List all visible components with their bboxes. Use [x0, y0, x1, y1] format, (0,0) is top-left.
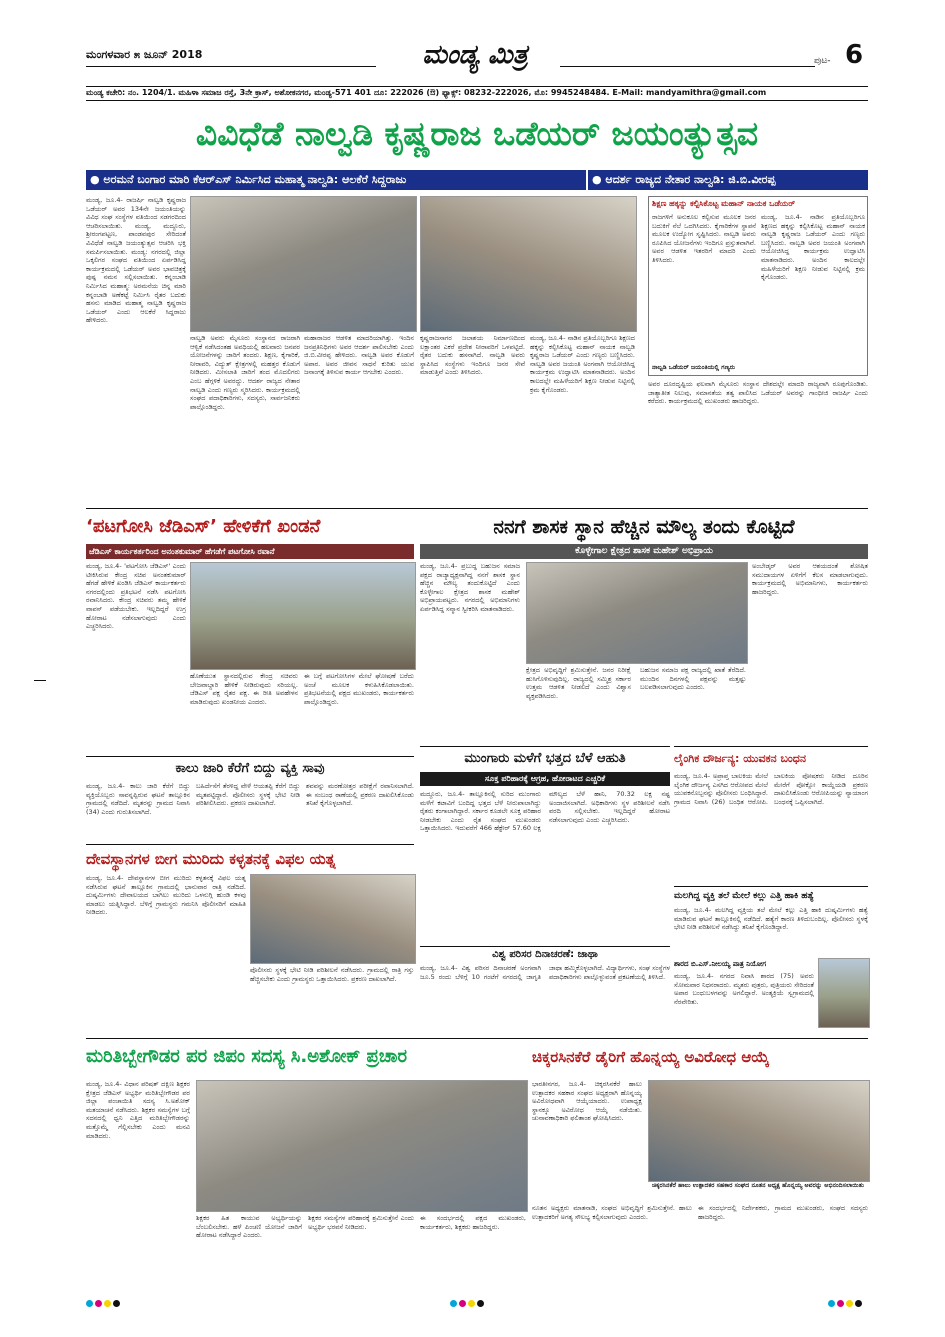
story3-text-d: ಅಂಬೇಡ್ಕರ್ ಅವರ ಆಶಯದಂತೆ ಶೋಷಿತ ಸಮುದಾಯಗಳ ಏಳಿಗೆಗೆ ಕೆಲಸ ಮಾಡಲಾಗುವುದು. ಕಾರ್ಯಕ್ರಮದಲ್ಲಿ ಅಭಿಮಾನಿಗಳು, ಕಾರ್ಯಕರ್ತರು ಹಾಜರಿದ್ದರು. — [752, 562, 868, 596]
lead-sidebar — [648, 196, 868, 376]
header-rule-left — [86, 66, 376, 67]
story5-text-b: ಪೊಲೀಸರು ಸ್ಥಳಕ್ಕೆ ಭೇಟಿ ನೀಡಿ ಪರಿಶೀಲನೆ ನಡೆಸಿದರು. ಗ್ರಾಮದಲ್ಲಿ ರಾತ್ರಿ ಗಸ್ತು ಹೆಚ್ಚಿಸಬೇಕು ಎಂದು ಗ್ರಾಮಸ್ಥರು ಒತ್ತಾಯಿಸಿದರು. ಪ್ರಕರಣ ದಾಖಲಾಗಿದೆ. — [250, 966, 414, 983]
magenta-dot-icon — [459, 1300, 466, 1307]
cyan-dot-icon — [450, 1300, 457, 1307]
story9-text-d: ಈ ಸಂದರ್ಭದಲ್ಲಿ ಪಕ್ಷದ ಮುಖಂಡರು, ಕಾರ್ಯಕರ್ತರು, ಶಿಕ್ಷಕರು ಹಾಜರಿದ್ದರು. — [420, 1214, 526, 1231]
lead-col6-text: ರಾಜಗಳಿಗೆ ಅನುಕೂಲ ಕಲ್ಪಿಸುವ ಮೂಲಕ ಜನರ ಬದುಕಿಗೆ ನೆಲೆ ಒದಗಿಸಿದರು. ಕೈಗಾರಿಕೆಗಳ ಸ್ಥಾಪನೆ ಮೂಲಕ ಉದ್ಯೋಗ ಸೃಷ್ಟಿಸಿದರು. ನಾಲ್ವಡಿ ಅವರು ರೂಪಿಸಿದ ಯೋಜನೆಗಳು ಇಂದಿಗೂ ಪ್ರಸ್ತುತವಾಗಿವೆ. ಅವರ ಆಡಳಿತ ಇತರರಿಗೆ ಮಾದರಿ ಎಂದು ತಿಳಿಸಿದರು. — [652, 213, 756, 264]
story6-sub-text: ಮಂಡ್ಯ, ಜೂ.4- ವಿಶ್ವ ಪರಿಸರ ದಿನಾಚರಣೆ ಅಂಗವಾಗಿ ಜೂ.5 ರಂದು ಬೆಳಿಗ್ಗೆ 10 ಗಂಟೆಗೆ ನಗರದಲ್ಲಿ ಜಾಗೃತಿ ಜಾಥಾ ಹಮ್ಮಿಕೊಳ್ಳಲಾಗಿದೆ. ವಿದ್ಯಾರ್ಥಿಗಳು, ಸಂಘ ಸಂಸ್ಥೆಗಳ ಪದಾಧಿಕಾರಿಗಳು ಪಾಲ್ಗೊಳ್ಳುವಂತೆ ಪ್ರಕಟಣೆಯಲ್ಲಿ ತಿಳಿಸಿದೆ. — [420, 964, 670, 981]
story4-text-b: ಬಹಿರ್ದೆಸೆಗೆ ತೆರಳಿದ್ದ ವೇಳೆ ಆಯತಪ್ಪಿ ಕೆರೆಗೆ ಬಿದ್ದು ಮೃತಪಟ್ಟಿದ್ದಾರೆ. ಪೊಲೀಸರು ಸ್ಥಳಕ್ಕೆ ಭೇಟಿ ನೀಡಿ ಪರಿಶೀಲಿಸಿದರು. ಪ್ರಕರಣ ದಾಖಲಾಗಿದೆ. — [196, 782, 300, 808]
story8-obit-title: ಶಾರದ ಬಿ.ಎಸ್.ನೀಲಯ್ಯ ಪಾತ್ರ ನಿಯೋಗ — [674, 960, 766, 968]
story9-text-b: ಶಿಕ್ಷಕರ ಹಿತ ಕಾಯುವ ಅಭ್ಯರ್ಥಿಯನ್ನು ಬೆಂಬಲಿಸಬೇಕು. ಹಳೆ ಪಿಂಚಣಿ ಯೋಜನೆ ಜಾರಿಗೆ ಹೋರಾಟ ನಡೆಸಿದ್ದಾರೆ ಎಂದರು. — [196, 1214, 302, 1240]
story3-text-a: ಮಂಡ್ಯ, ಜೂ.4- ಪ್ರಬುದ್ಧ ಬಹುಜನ ಸಮಾಜ ಪಕ್ಷದ ರಾಜ್ಯಾಧ್ಯಕ್ಷನಾಗಿದ್ದ ನನಗೆ ಶಾಸಕ ಸ್ಥಾನ ಹೆಚ್ಚಿನ ಮೌಲ್ಯ ತಂದುಕೊಟ್ಟಿದೆ ಎಂದು ಕೊಳ್ಳೇಗಾಲ ಕ್ಷೇತ್ರದ ಶಾಸಕ ಮಹೇಶ್ ಅಭಿಪ್ರಾಯಪಟ್ಟರು. ನಗರದಲ್ಲಿ ಅಭಿಮಾನಿಗಳು ಏರ್ಪಡಿಸಿದ್ದ ಸನ್ಮಾನ ಸ್ವೀಕರಿಸಿ ಮಾತನಾಡಿದರು. — [420, 562, 520, 613]
story7-text: ಮಂಡ್ಯ, ಜೂ.4- ಅಪ್ರಾಪ್ತ ಬಾಲಕಿಯ ಮೇಲೆ ಲೈಂಗಿಕ ದೌರ್ಜನ್ಯ ಎಸಗಿದ ಆರೋಪದ ಮೇಲೆ ಯುವಕನೊಬ್ಬನನ್ನು ಪೊಲೀಸರು ಬಂಧಿಸಿದ್ದಾರೆ. ಗ್ರಾಮದ ನಿವಾಸಿ (26) ಬಂಧಿತ ಆರೋಪಿ. ಬಾಲಕಿಯ ಪೋಷಕರು ನೀಡಿದ ದೂರಿನ ಮೇರೆಗೆ ಪೋಕ್ಸೋ ಕಾಯ್ದೆಯಡಿ ಪ್ರಕರಣ ದಾಖಲಿಸಿಕೊಂಡು ಆರೋಪಿಯನ್ನು ನ್ಯಾಯಾಂಗ ಬಂಧನಕ್ಕೆ ಒಪ್ಪಿಸಲಾಗಿದೆ. — [674, 772, 868, 806]
yellow-dot-icon — [846, 1300, 853, 1307]
rule-story4 — [86, 756, 414, 757]
story10-text-c: ಈ ಸಂದರ್ಭದಲ್ಲಿ ನಿರ್ದೇಶಕರು, ಗ್ರಾಮದ ಮುಖಂಡರು, ಸಂಘದ ಸದಸ್ಯರು ಹಾಜರಿದ್ದರು. — [698, 1204, 868, 1221]
story3-text-c: ಬಹುಜನ ಸಮಾಜ ಪಕ್ಷ ರಾಜ್ಯದಲ್ಲಿ ಖಾತೆ ತೆರೆದಿದೆ. ಮುಂದಿನ ದಿನಗಳಲ್ಲಿ ಪಕ್ಷವನ್ನು ಮತ್ತಷ್ಟು ಬಲಪಡಿಸಲಾಗುವುದು ಎಂದರು. — [640, 666, 746, 692]
story10-text-a: ಭಾರತೀನಗರ, ಜೂ.4- ಚಿಕ್ಕರಸಿನಕೆರೆ ಹಾಲು ಉತ್ಪಾದಕರ ಸಹಕಾರ ಸಂಘದ ಅಧ್ಯಕ್ಷರಾಗಿ ಹೊನ್ನಯ್ಯ ಅವಿರೋಧವಾಗಿ ಆಯ್ಕೆಯಾದರು. ಉಪಾಧ್ಯಕ್ಷ ಸ್ಥಾನಕ್ಕೂ ಅವಿರೋಧ ಆಯ್ಕೆ ನಡೆಯಿತು. ಚುನಾವಣಾಧಿಕಾರಿ ಫಲಿತಾಂಶ ಘೋಷಿಸಿದರು. — [532, 1080, 642, 1123]
story2-photo — [190, 562, 416, 670]
cyan-dot-icon — [86, 1300, 93, 1307]
obituary-portrait — [818, 958, 870, 1028]
story5-text-a: ಮಂಡ್ಯ, ಜೂ.4- ದೇವಸ್ಥಾನಗಳ ಬೀಗ ಮುರಿದು ಕಳ್ಳತನಕ್ಕೆ ವಿಫಲ ಯತ್ನ ನಡೆಸಿರುವ ಘಟನೆ ತಾಲ್ಲೂಕಿನ ಗ್ರಾಮದಲ್ಲಿ ಭಾನುವಾರ ರಾತ್ರಿ ನಡೆದಿದೆ. ದುಷ್ಕರ್ಮಿಗಳು ದೇವಾಲಯದ ಬಾಗಿಲು ಮುರಿದು ಒಳನುಗ್ಗಿ ಹುಂಡಿ ಕಳವು ಮಾಡಲು ಯತ್ನಿಸಿದ್ದಾರೆ. ಬೆಳಿಗ್ಗೆ ಗ್ರಾಮಸ್ಥರು ಗಮನಿಸಿ ಪೊಲೀಸರಿಗೆ ಮಾಹಿತಿ ನೀಡಿದರು. — [86, 874, 246, 917]
story10-photo — [648, 1080, 870, 1182]
story9-headline: ಮರಿತಿಬ್ಬೇಗೌಡರ ಪರ ಜಿಪಂ ಸದಸ್ಯ ಸಿ.ಅಶೋಕ್ ಪ್ರಚಾರ — [86, 1046, 408, 1067]
registration-marks-center — [450, 1292, 486, 1311]
rule-story5 — [86, 844, 414, 845]
story3-text-b: ಕ್ಷೇತ್ರದ ಅಭಿವೃದ್ಧಿಗೆ ಶ್ರಮಿಸುತ್ತೇನೆ. ಜನರ ನಿರೀಕ್ಷೆ ಹುಸಿಗೊಳಿಸುವುದಿಲ್ಲ. ರಾಜ್ಯದಲ್ಲಿ ಸಮ್ಮಿಶ್ರ ಸರ್ಕಾರ ಉತ್ತಮ ಆಡಳಿತ ನೀಡಲಿದೆ ಎಂದು ವಿಶ್ವಾಸ ವ್ಯಕ್ತಪಡಿಸಿದರು. — [526, 666, 631, 700]
black-dot-icon — [113, 1300, 120, 1307]
story7-headline: ಲೈಂಗಿಕ ದೌರ್ಜನ್ಯ: ಯುವಕನ ಬಂಧನ — [674, 752, 807, 765]
yellow-dot-icon — [104, 1300, 111, 1307]
lead-headline: ವಿವಿಧೆಡೆ ನಾಲ್ವಡಿ ಕೃಷ್ಣರಾಜ ಒಡೆಯರ್ ಜಯಂತ್ಯುತ್ಸವ — [195, 114, 759, 153]
story5-headline: ದೇವಸ್ಥಾನಗಳ ಬೀಗ ಮುರಿದು ಕಳ್ಳತನಕ್ಕೆ ವಿಫಲ ಯತ್ನ — [86, 850, 336, 868]
lead-subbar-right: ● ಆದರ್ಶ ರಾಜ್ಯದ ನೇತಾರ ನಾಲ್ವಡಿ: ಜಿ.ಬಿ.ವೀರಪ್ಪ — [588, 170, 868, 190]
registration-marks-right — [828, 1292, 864, 1311]
lead-side-heading: ಶಿಕ್ಷಣ ಹಕ್ಕನ್ನು ಕಲ್ಪಿಸಿಕೊಟ್ಟ ಮಹಾನ್ ನಾಯಕ ಒಡೆಯರ್ — [652, 199, 796, 208]
story2-text-c: ಈ ಬಗ್ಗೆ ಪಟಗೋಸಿಗಳ ಮೇಲೆ ಘೋಷಣೆ ಬರೆದು ಅಂಚೆ ಮೂಲಕ ಕಳುಹಿಸಿಕೊಡಲಾಯಿತು. ಪ್ರತಿಭಟನೆಯಲ್ಲಿ ಪಕ್ಷದ ಮುಖಂಡರು, ಕಾರ್ಯಕರ್ತರು ಪಾಲ್ಗೊಂಡಿದ್ದರು. — [304, 672, 414, 706]
magenta-dot-icon — [95, 1300, 102, 1307]
lead-col2-text: ನಾಲ್ವಡಿ ಅವರು ಮೈಸೂರು ಸಂಸ್ಥಾನದ ರಾಜರಾಗಿ ಆಳ್ವಿಕೆ ನಡೆಸಿದಂತಹ ಅವಧಿಯಲ್ಲಿ ಹಲವಾರು ಜನಪರ ಯೋಜನೆಗಳನ್ನು ಜಾರಿಗೆ ತಂದರು. ಶಿಕ್ಷಣ, ಕೈಗಾರಿಕೆ, ನೀರಾವರಿ, ವಿದ್ಯುತ್ ಕ್ಷೇತ್ರಗಳಲ್ಲಿ ಮಹತ್ತರ ಕೊಡುಗೆ ನೀಡಿದರು. ಮೀಸಲಾತಿ ಜಾರಿಗೆ ತಂದ ಮೊದಲಿಗರು ಎಂಬ ಹೆಗ್ಗಳಿಕೆ ಅವರದ್ದು. ಆದರ್ಶ ರಾಜ್ಯದ ನೇತಾರ ನಾಲ್ವಡಿ ಎಂದು ಗಣ್ಯರು ಸ್ಮರಿಸಿದರು. ಕಾರ್ಯಕ್ರಮದಲ್ಲಿ ಸಂಘದ ಪದಾಧಿಕಾರಿಗಳು, ಸದಸ್ಯರು, ಸಾರ್ವಜನಿಕರು ಪಾಲ್ಗೊಂಡಿದ್ದರು. — [190, 334, 300, 411]
story6-headline: ಮುಂಗಾರು ಮಳೆಗೆ ಭತ್ತದ ಬೆಳೆ ಆಹುತಿ — [464, 751, 626, 766]
story3-headline: ನನಗೆ ಶಾಸಕ ಸ್ಥಾನ ಹೆಚ್ಚಿನ ಮೌಲ್ಯ ತಂದು ಕೊಟ್ಟಿದೆ — [493, 516, 795, 538]
lead-col5-text: ಮಂಡ್ಯ, ಜೂ.4- ನಾಡಿನ ಪ್ರತಿಯೊಬ್ಬರಿಗೂ ಶಿಕ್ಷಣದ ಹಕ್ಕನ್ನು ಕಲ್ಪಿಸಿಕೊಟ್ಟ ಮಹಾನ್ ನಾಯಕ ನಾಲ್ವಡಿ ಕೃಷ್ಣರಾಜ ಒಡೆಯರ್ ಎಂದು ಗಣ್ಯರು ಬಣ್ಣಿಸಿದರು. ನಾಲ್ವಡಿ ಅವರ ಜಯಂತಿ ಅಂಗವಾಗಿ ಆಯೋಜಿಸಿದ್ದ ಕಾರ್ಯಕ್ರಮ ಉದ್ಘಾಟಿಸಿ ಮಾತನಾಡಿದರು. ಅಂದಿನ ಕಾಲದಲ್ಲೇ ಮಹಿಳೆಯರಿಗೆ ಶಿಕ್ಷಣ ನೀಡುವ ನಿಟ್ಟಿನಲ್ಲಿ ಕ್ರಮ ಕೈಗೊಂಡರು. — [530, 334, 635, 394]
story8-obit-text: ಮಂಡ್ಯ, ಜೂ.4- ನಗರದ ನಿವಾಸಿ ಶಾರದ (75) ಅವರು ಸೋಮವಾರ ನಿಧನರಾದರು. ಮೃತರು ಪುತ್ರರು, ಪುತ್ರಿಯರು ಸೇರಿದಂತೆ ಅಪಾರ ಬಂಧುಬಳಗವನ್ನು ಅಗಲಿದ್ದಾರೆ. ಅಂತ್ಯಕ್ರಿಯೆ ಸ್ವಗ್ರಾಮದಲ್ಲಿ ನೆರವೇರಿತು. — [674, 972, 814, 1006]
page-number: 6 — [845, 40, 864, 70]
story3-subbar: ಕೊಳ್ಳೇಗಾಲ ಕ್ಷೇತ್ರದ ಶಾಸಕ ಮಹೇಶ್ ಅಭಿಪ್ರಾಯ — [420, 544, 868, 559]
crop-mark-left — [34, 680, 46, 681]
header-date: ಮಂಗಳವಾರ ೫ ಜೂನ್ 2018 — [86, 48, 203, 61]
story6-text: ಮದ್ದೂರು, ಜೂ.4- ತಾಲ್ಲೂಕಿನಲ್ಲಿ ಸುರಿದ ಮುಂಗಾರು ಮಳೆಗೆ ಕಟಾವಿಗೆ ಬಂದಿದ್ದ ಭತ್ತದ ಬೆಳೆ ನೀರುಪಾಲಾಗಿದ್ದು ರೈತರು ಕಂಗಾಲಾಗಿದ್ದಾರೆ. ಸರ್ಕಾರ ಕೂಡಲೇ ಸೂಕ್ತ ಪರಿಹಾರ ನೀಡಬೇಕು ಎಂದು ರೈತ ಸಂಘದ ಮುಖಂಡರು ಒತ್ತಾಯಿಸಿದರು. ಇದುವರೆಗೆ 466 ಹೆಕ್ಟೇರ್ 57.60 ಲಕ್ಷ ಮೌಲ್ಯದ ಬೆಳೆ ಹಾನಿ, 70.32 ಲಕ್ಷ ನಷ್ಟ ಅಂದಾಜಿಸಲಾಗಿದೆ. ಅಧಿಕಾರಿಗಳು ಸ್ಥಳ ಪರಿಶೀಲನೆ ನಡೆಸಿ ವರದಿ ಸಲ್ಲಿಸಬೇಕು. ಇಲ್ಲದಿದ್ದರೆ ಹೋರಾಟ ನಡೆಸಲಾಗುವುದು ಎಂದು ಎಚ್ಚರಿಸಿದರು. — [420, 790, 670, 833]
story6-sub-headline: ವಿಶ್ವ ಪರಿಸರ ದಿನಾಚರಣೆ: ಜಾಥಾ — [420, 946, 670, 963]
black-dot-icon — [477, 1300, 484, 1307]
cyan-dot-icon — [828, 1300, 835, 1307]
lead-photo-2 — [420, 196, 637, 332]
lead-subbar-left: ● ಅರಮನೆ ಬಂಗಾರ ಮಾರಿ ಕೆಆರ್‌ಎಸ್ ನಿರ್ಮಿಸಿದ ಮಹಾತ್ಮ ನಾಲ್ವಡಿ: ಆಲಕೆರೆ ಸಿದ್ದರಾಜು — [86, 170, 586, 190]
story10-text-b: ನೂತನ ಅಧ್ಯಕ್ಷರು ಮಾತನಾಡಿ, ಸಂಘದ ಅಭಿವೃದ್ಧಿಗೆ ಶ್ರಮಿಸುತ್ತೇನೆ. ಹಾಲು ಉತ್ಪಾದಕರಿಗೆ ಅಗತ್ಯ ಸೌಲಭ್ಯ ಕಲ್ಪಿಸಲಾಗುವುದು ಎಂದರು. — [532, 1204, 692, 1221]
lead-col3-text: ಮಹಾರಾಜರ ಆಡಳಿತ ಮಾದರಿಯಾಗಿತ್ತು. ಇಂದಿನ ಜನಪ್ರತಿನಿಧಿಗಳು ಅವರ ಆದರ್ಶ ಪಾಲಿಸಬೇಕು ಎಂದು ಜಿ.ಬಿ.ವೀರಪ್ಪ ಹೇಳಿದರು. ನಾಲ್ವಡಿ ಅವರ ಕೊಡುಗೆ ಅಪಾರ. ಅವರ ಜೀವನ ಸಾಧನೆ ಕುರಿತು ಯುವ ಜನಾಂಗಕ್ಕೆ ತಿಳಿಸುವ ಕಾರ್ಯ ಆಗಬೇಕು ಎಂದರು. — [304, 334, 414, 377]
story8-headline: ಮಲಗಿದ್ದ ವ್ಯಕ್ತಿ ತಲೆ ಮೇಲೆ ಕಲ್ಲು ಎತ್ತಿ ಹಾಕಿ ಹತ್ಯೆ — [674, 886, 868, 905]
story4-text-a: ಮಂಡ್ಯ, ಜೂ.4- ಕಾಲು ಜಾರಿ ಕೆರೆಗೆ ಬಿದ್ದು ವ್ಯಕ್ತಿಯೊಬ್ಬರು ಸಾವನ್ನಪ್ಪಿರುವ ಘಟನೆ ತಾಲ್ಲೂಕಿನ ಗ್ರಾಮದಲ್ಲಿ ನಡೆದಿದೆ. ಮೃತರನ್ನು ಗ್ರಾಮದ ನಿವಾಸಿ (34) ಎಂದು ಗುರುತಿಸಲಾಗಿದೆ. — [86, 782, 190, 816]
rule-story6 — [420, 746, 670, 747]
lead-photo-1 — [190, 196, 417, 332]
story9-text-a: ಮಂಡ್ಯ, ಜೂ.4- ವಿಧಾನ ಪರಿಷತ್ ದಕ್ಷಿಣ ಶಿಕ್ಷಕರ ಕ್ಷೇತ್ರದ ಜೆಡಿಎಸ್ ಅಭ್ಯರ್ಥಿ ಮರಿತಿಬ್ಬೇಗೌಡರ ಪರ ಜಿಲ್ಲಾ ಪಂಚಾಯಿತಿ ಸದಸ್ಯ ಸಿ.ಅಶೋಕ್ ಮತಯಾಚನೆ ನಡೆಸಿದರು. ಶಿಕ್ಷಕರ ಸಮಸ್ಯೆಗಳ ಬಗ್ಗೆ ಸದನದಲ್ಲಿ ಧ್ವನಿ ಎತ್ತಿದ ಮರಿತಿಬ್ಬೇಗೌಡರನ್ನು ಮತ್ತೊಮ್ಮೆ ಗೆಲ್ಲಿಸಬೇಕು ಎಂದು ಮನವಿ ಮಾಡಿದರು. — [86, 1080, 190, 1140]
story2-text-b: ಹೊಣೆಯುತ ಸ್ಥಾನದಲ್ಲಿರುವ ಕೇಂದ್ರ ಸಚಿವರು ಬೇಜವಾಬ್ದಾರಿ ಹೇಳಿಕೆ ನೀಡಿರುವುದು ಸರಿಯಲ್ಲ. ಜೆಡಿಎಸ್ ಪಕ್ಷ ರೈತರ ಪಕ್ಷ. ಈ ರೀತಿ ಅವಹೇಳನ ಮಾಡಿರುವುದು ಖಂಡನೀಯ ಎಂದರು. — [190, 672, 298, 706]
lead-col7-text: ಅವರ ದೂರದೃಷ್ಟಿಯ ಫಲವಾಗಿ ಮೈಸೂರು ಸಂಸ್ಥಾನ ದೇಶದಲ್ಲೇ ಮಾದರಿ ರಾಜ್ಯವಾಗಿ ರೂಪುಗೊಂಡಿತು. ಜಾತ್ಯಾತೀತ ನಿಲುವು, ಸಮಾನತೆಯ ತತ್ವ ಪಾಲಿಸಿದ ಒಡೆಯರ್ ಅವರನ್ನು ಗಾಂಧೀಜಿ ರಾಜರ್ಷಿ ಎಂದು ಕರೆದರು. ಕಾರ್ಯಕ್ರಮದಲ್ಲಿ ಮುಖಂಡರು ಹಾಜರಿದ್ದರು. — [648, 380, 868, 406]
registration-marks-left — [86, 1292, 122, 1311]
page-label: ಪುಟ- — [814, 56, 831, 66]
lead-col1-text: ಮಂಡ್ಯ, ಜೂ.4- ರಾಜರ್ಷಿ ನಾಲ್ವಡಿ ಕೃಷ್ಣರಾಜ ಒಡೆಯರ್ ಅವರ 134ನೇ ಜಯಂತಿಯನ್ನು ವಿವಿಧ ಸಂಘ ಸಂಸ್ಥೆಗಳ ವತಿಯಿಂದ ಸಡಗರದಿಂದ ಆಚರಿಸಲಾಯಿತು. ಮಂಡ್ಯ, ಮದ್ದೂರು, ಶ್ರೀರಂಗಪಟ್ಟಣ, ಪಾಂಡವಪುರ ಸೇರಿದಂತೆ ವಿವಿಧೆಡೆ ನಾಲ್ವಡಿ ಜಯಂತ್ಯುತ್ಸವ ಆಚರಿಸಿ ಭಕ್ತಿ ಸಮರ್ಪಿಸಲಾಯಿತು. ಮಂಡ್ಯ: ನಗರದಲ್ಲಿ ಜಿಲ್ಲಾ ಒಕ್ಕಲಿಗರ ಸಂಘದ ವತಿಯಿಂದ ಏರ್ಪಡಿಸಿದ್ದ ಕಾರ್ಯಕ್ರಮದಲ್ಲಿ ಒಡೆಯರ್ ಅವರ ಭಾವಚಿತ್ರಕ್ಕೆ ಪುಷ್ಪ ನಮನ ಸಲ್ಲಿಸಲಾಯಿತು. ಕನ್ನಂಬಾಡಿ ನಿರ್ಮಿಸಿದ ಮಹಾತ್ಮ: ಅರಮನೆಯ ಚಿನ್ನ ಮಾರಿ ಕನ್ನಂಬಾಡಿ ಅಣೆಕಟ್ಟೆ ನಿರ್ಮಿಸಿ ರೈತರ ಬದುಕು ಹಸನು ಮಾಡಿದ ಮಹಾತ್ಮ ನಾಲ್ವಡಿ ಕೃಷ್ಣರಾಜ ಒಡೆಯರ್ ಎಂದು ಆಲಕೆರೆ ಸಿದ್ದರಾಜು ಹೇಳಿದರು. — [86, 196, 186, 325]
story5-photo — [250, 874, 416, 964]
lead-side-caption: ನಾಲ್ವಡಿ ಒಡೆಯರ್ ಜಯಂತಿಯಲ್ಲಿ ಗಣ್ಯರು — [652, 364, 736, 371]
story9-text-c: ಶಿಕ್ಷಕರ ಸಮಸ್ಯೆಗಳ ಪರಿಹಾರಕ್ಕೆ ಶ್ರಮಿಸುತ್ತೇನೆ ಎಂದು ಅಭ್ಯರ್ಥಿ ಭರವಸೆ ನೀಡಿದರು. — [308, 1214, 414, 1231]
story8-text: ಮಂಡ್ಯ, ಜೂ.4- ಮಲಗಿದ್ದ ವ್ಯಕ್ತಿಯ ತಲೆ ಮೇಲೆ ಕಲ್ಲು ಎತ್ತಿ ಹಾಕಿ ದುಷ್ಕರ್ಮಿಗಳು ಹತ್ಯೆ ಮಾಡಿರುವ ಘಟನೆ ತಾಲ್ಲೂಕಿನಲ್ಲಿ ನಡೆದಿದೆ. ಹತ್ಯೆಗೆ ಕಾರಣ ತಿಳಿದುಬಂದಿಲ್ಲ. ಪೊಲೀಸರು ಸ್ಥಳಕ್ಕೆ ಭೇಟಿ ನೀಡಿ ಪರಿಶೀಲನೆ ನಡೆಸಿದ್ದು ತನಿಖೆ ಕೈಗೊಂಡಿದ್ದಾರೆ. — [674, 906, 868, 932]
header-rule-right — [560, 66, 815, 67]
story2-text-a: ಮಂಡ್ಯ, ಜೂ.4- 'ಪಟಗೋಸಿ ಜೆಡಿಎಸ್' ಎಂದು ಟೀಕಿಸಿರುವ ಕೇಂದ್ರ ಸಚಿವ ಅನಂತಕುಮಾರ್ ಹೆಗಡೆ ಹೇಳಿಕೆ ಖಂಡಿಸಿ ಜೆಡಿಎಸ್ ಕಾರ್ಯಕರ್ತರು ನಗರದಲ್ಲಿಂದು ಪ್ರತಿಭಟನೆ ನಡೆಸಿ ಪಟಗೋಸಿ ರವಾನಿಸಿದರು. ಕೇಂದ್ರ ಸಚಿವರು ತಮ್ಮ ಹೇಳಿಕೆ ವಾಪಸ್ ಪಡೆಯಬೇಕು. ಇಲ್ಲದಿದ್ದರೆ ಉಗ್ರ ಹೋರಾಟ ನಡೆಸಲಾಗುವುದು ಎಂದು ಎಚ್ಚರಿಸಿದರು. — [86, 562, 186, 631]
story2-headline: ‘ಪಟಗೋಸಿ ಜೆಡಿಎಸ್’ ಹೇಳಿಕೆಗೆ ಖಂಡನೆ — [86, 516, 321, 537]
rule-story7 — [674, 746, 868, 747]
story4-text-c: ಶವವನ್ನು ಮರಣೋತ್ತರ ಪರೀಕ್ಷೆಗೆ ರವಾನಿಸಲಾಗಿದೆ. ಈ ಸಂಬಂಧ ಠಾಣೆಯಲ್ಲಿ ಪ್ರಕರಣ ದಾಖಲಿಸಿಕೊಂಡು ತನಿಖೆ ಕೈಗೊಳ್ಳಲಾಗಿದೆ. — [306, 782, 414, 808]
story6-subbar: ಸೂಕ್ತ ಪರಿಹಾರಕ್ಕೆ ಆಗ್ರಹ, ಹೋರಾಟದ ಎಚ್ಚರಿಕೆ — [420, 772, 670, 786]
story2-subbar: ಜೆಡಿಎಸ್ ಕಾರ್ಯಕರ್ತರಿಂದ ಅನಂತಕುಮಾರ್ ಹೆಗಡೆಗೆ ಪಟಗೋಸಿ ರವಾನೆ — [86, 544, 414, 559]
rule-story2 — [86, 508, 868, 509]
magenta-dot-icon — [837, 1300, 844, 1307]
story3-photo — [526, 562, 748, 664]
story9-photo — [196, 1080, 528, 1212]
black-dot-icon — [855, 1300, 862, 1307]
story10-caption: ಚಿಕ್ಕರಸಿನಕೆರೆ ಹಾಲು ಉತ್ಪಾದಕರ ಸಹಕಾರ ಸಂಘದ ನೂತನ ಅಧ್ಯಕ್ಷ ಹೊನ್ನಯ್ಯ ಅವರನ್ನು ಅಭಿನಂದಿಸಲಾಯಿತು — [651, 1182, 865, 1189]
header-contact: ಮಂಡ್ಯ ಕಚೇರಿ: ನಂ. 1204/1. ಮಹಿಳಾ ಸಮಾಜ ರಸ್ತೆ, 3ನೇ ಕ್ರಾಸ್, ಅಶೋಕನಗರ, ಮಂಡ್ಯ-571 401 ದೂ: 222026 (ಔ) ಫ್ಯಾಕ್ಸ್: 08232-222026, ಮೊ: 9945248484. E-Mail: mandyamithra@gmail.com — [86, 86, 868, 101]
masthead: ಮಂಡ್ಯ ಮಿತ್ರ — [422, 40, 528, 70]
rule-bottom — [86, 1038, 868, 1039]
story4-headline: ಕಾಲು ಜಾರಿ ಕೆರೆಗೆ ಬಿದ್ದು ವ್ಯಕ್ತಿ ಸಾವು — [175, 761, 325, 776]
yellow-dot-icon — [468, 1300, 475, 1307]
lead-col4-text: ಕೃಷ್ಣರಾಜಸಾಗರ ಜಲಾಶಯ ನಿರ್ಮಾಣದಿಂದ ಲಕ್ಷಾಂತರ ಎಕರೆ ಪ್ರದೇಶ ನೀರಾವರಿಗೆ ಒಳಪಟ್ಟಿದೆ. ರೈತರ ಬದುಕು ಹಸನಾಗಿದೆ. ನಾಲ್ವಡಿ ಅವರು ಸ್ಥಾಪಿಸಿದ ಸಂಸ್ಥೆಗಳು ಇಂದಿಗೂ ಜನರ ಸೇವೆ ಮಾಡುತ್ತಿವೆ ಎಂದು ತಿಳಿಸಿದರು. — [420, 334, 525, 377]
lead-side-text: ಮಂಡ್ಯ, ಜೂ.4- ನಾಡಿನ ಪ್ರತಿಯೊಬ್ಬರಿಗೂ ಶಿಕ್ಷಣದ ಹಕ್ಕನ್ನು ಕಲ್ಪಿಸಿಕೊಟ್ಟ ಮಹಾನ್ ನಾಯಕ ನಾಲ್ವಡಿ ಕೃಷ್ಣರಾಜ ಒಡೆಯರ್ ಎಂದು ಗಣ್ಯರು ಬಣ್ಣಿಸಿದರು. ನಾಲ್ವಡಿ ಅವರ ಜಯಂತಿ ಅಂಗವಾಗಿ ಆಯೋಜಿಸಿದ್ದ ಕಾರ್ಯಕ್ರಮ ಉದ್ಘಾಟಿಸಿ ಮಾತನಾಡಿದರು. ಅಂದಿನ ಕಾಲದಲ್ಲೇ ಮಹಿಳೆಯರಿಗೆ ಶಿಕ್ಷಣ ನೀಡುವ ನಿಟ್ಟಿನಲ್ಲಿ ಕ್ರಮ ಕೈಗೊಂಡರು. — [761, 213, 865, 282]
story10-headline: ಚಿಕ್ಕರಸಿನಕೆರೆ ಡೈರಿಗೆ ಹೊನ್ನಯ್ಯ ಅವಿರೋಧ ಆಯ್ಕೆ — [532, 1048, 770, 1066]
